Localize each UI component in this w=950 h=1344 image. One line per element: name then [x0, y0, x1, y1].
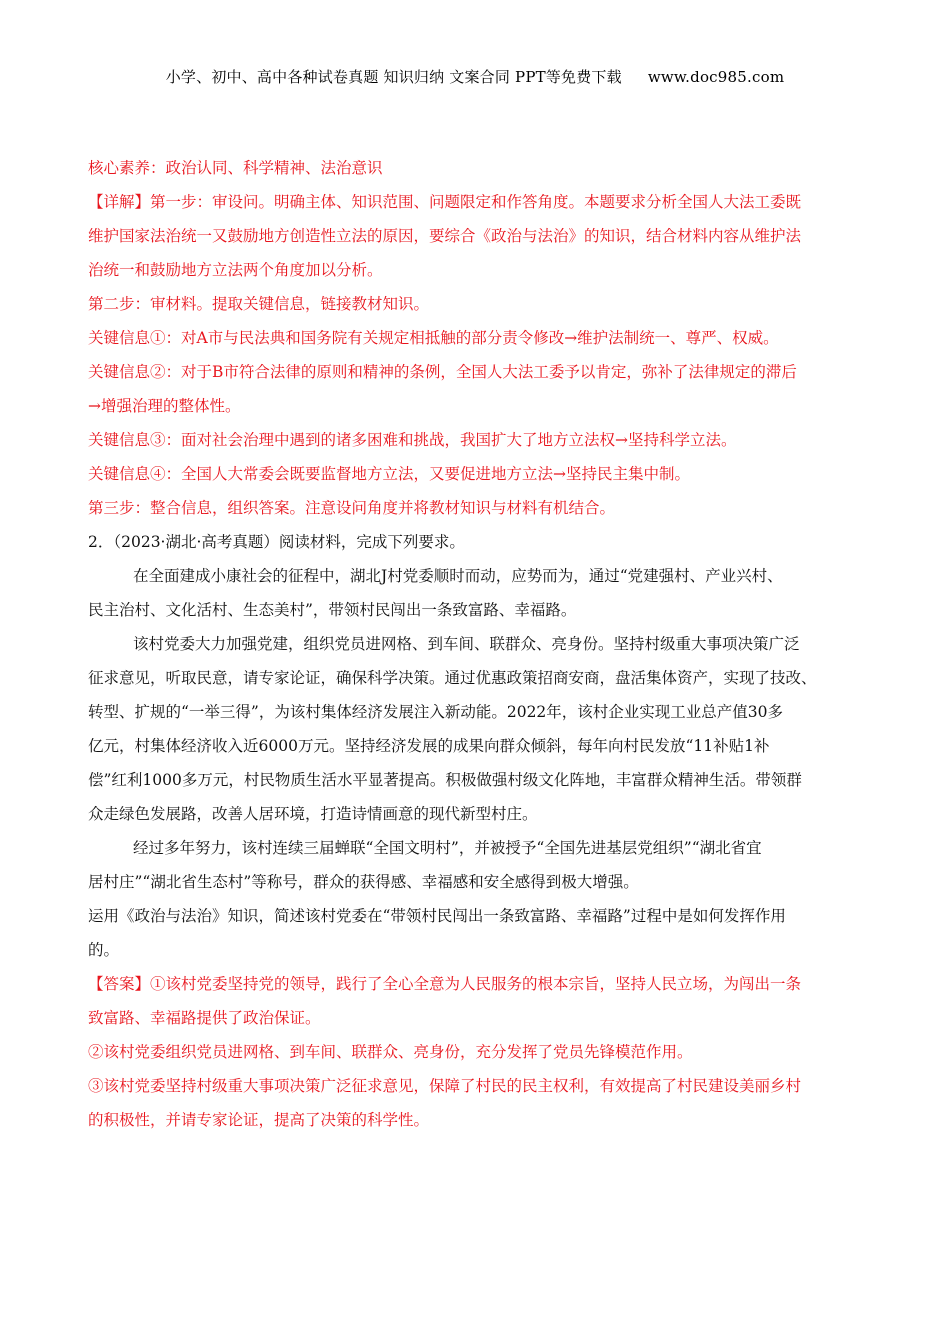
text-line: 在全面建成小康社会的征程中，湖北J村党委顺时而动，应势而为，通过“党建强村、产业兴村、 — [133, 567, 783, 585]
text-line: ②该村党委组织党员进网格、到车间、联群众、亮身份，充分发挥了党员先锋模范作用。 — [88, 1043, 693, 1061]
text-line: 关键信息①：对A市与民法典和国务院有关规定相抵触的部分责令修改→维护法制统一、尊严、权威。 — [88, 329, 779, 347]
text-line: 维护国家法治统一又鼓励地方创造性立法的原因，要综合《政治与法治》的知识，结合材料内容从维护法 — [88, 227, 802, 245]
text-line: 经过多年努力，该村连续三届蝉联“全国文明村”，并被授予“全国先进基层党组织”“湖北省宜 — [133, 839, 762, 857]
text-line: 众走绿色发展路，改善人居环境，打造诗情画意的现代新型村庄。 — [88, 805, 538, 823]
text-line: 的。 — [88, 941, 120, 959]
text-line: 居村庄”“湖北省生态村”等称号，群众的获得感、幸福感和安全感得到极大增强。 — [88, 873, 639, 891]
text-line: →增强治理的整体性。 — [88, 397, 241, 415]
text-line: 运用《政治与法治》知识，简述该村党委在“带领村民闯出一条致富路、幸福路”过程中是如何发挥作用 — [88, 907, 786, 925]
text-line: 的积极性，并请专家论证，提高了决策的科学性。 — [88, 1111, 430, 1129]
text-line: 第三步：整合信息，组织答案。注意设问角度并将教材知识与材料有机结合。 — [88, 499, 616, 517]
text-line: 转型、扩规的“一举三得”，为该村集体经济发展注入新动能。2022年，该村企业实现工业总产值30多 — [88, 703, 784, 721]
text-line: 关键信息②：对于B市符合法律的原则和精神的条例，全国人大法工委予以肯定，弥补了法律规定的滞后 — [88, 363, 797, 381]
text-line: 2．（2023·湖北·高考真题）阅读材料，完成下列要求。 — [88, 533, 465, 551]
header-text: 小学、初中、高中各种试卷真题 知识归纳 文案合同 PPT等免费下载 — [165, 68, 622, 86]
text-line: 该村党委大力加强党建，组织党员进网格、到车间、联群众、亮身份。坚持村级重大事项决策广泛 — [133, 635, 800, 653]
text-line: 【详解】第一步：审设问。明确主体、知识范围、问题限定和作答角度。本题要求分析全国人大法工委既 — [88, 193, 802, 211]
text-line: 征求意见，听取民意，请专家论证，确保科学决策。通过优惠政策招商安商，盘活集体资产，实现了技改、 — [88, 669, 817, 687]
header-url[interactable]: www.doc985.com — [647, 68, 785, 86]
text-line: 关键信息④：全国人大常委会既要监督地方立法，又要促进地方立法→坚持民主集中制。 — [88, 465, 690, 483]
text-line: 核心素养：政治认同、科学精神、法治意识 — [88, 159, 383, 177]
text-line: 偿”红利1000多万元，村民物质生活水平显著提高。积极做强村级文化阵地，丰富群众精神生活。带领群 — [88, 771, 802, 789]
text-line: 治统一和鼓励地方立法两个角度加以分析。 — [88, 261, 383, 279]
page-header — [0, 66, 950, 87]
text-line: 致富路、幸福路提供了政治保证。 — [88, 1009, 321, 1027]
text-line: 民主治村、文化活村、生态美村”，带领村民闯出一条致富路、幸福路。 — [88, 601, 577, 619]
text-line: 第二步：审材料。提取关键信息，链接教材知识。 — [88, 295, 430, 313]
text-line: ③该村党委坚持村级重大事项决策广泛征求意见，保障了村民的民主权利，有效提高了村民建设美丽乡村 — [88, 1077, 802, 1095]
text-line: 亿元，村集体经济收入近6000万元。坚持经济发展的成果向群众倾斜，每年向村民发放“11补贴1补 — [88, 737, 770, 755]
text-line: 关键信息③：面对社会治理中遇到的诸多困难和挑战，我国扩大了地方立法权→坚持科学立法。 — [88, 431, 737, 449]
document-body — [88, 151, 868, 1137]
text-line: 【答案】①该村党委坚持党的领导，践行了全心全意为人民服务的根本宗旨，坚持人民立场，为闯出一条 — [88, 975, 802, 993]
